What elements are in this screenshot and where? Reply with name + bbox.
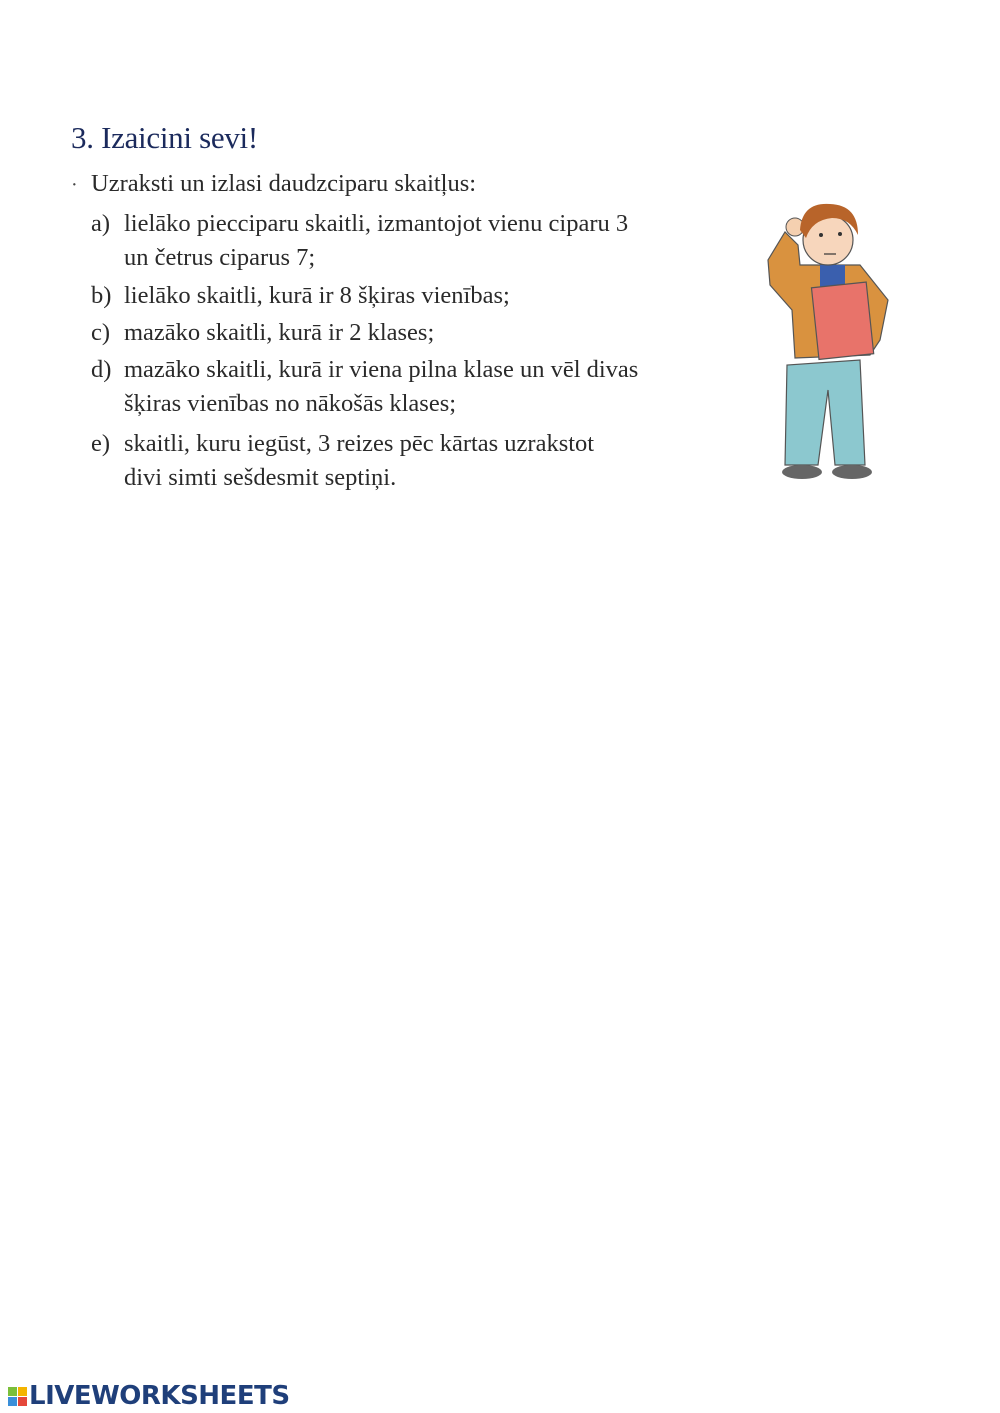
item-text: mazāko skaitli, kurā ir viena pilna klase un vēl divas: [124, 356, 639, 383]
logo-text: LIVEWORKSHEETS: [29, 1381, 290, 1411]
intro-text: Uzraksti un izlasi daudzciparu skaitļus:: [91, 170, 477, 197]
logo-block: [18, 1397, 27, 1406]
item-label: a): [91, 210, 111, 237]
exercise-title: 3. Izaicini sevi!: [71, 120, 258, 155]
boy-illustration: [740, 190, 910, 490]
item-text-cont: šķiras vienības no nākošās klases;: [124, 390, 457, 417]
item-text-cont: divi simti sešdesmit septiņi.: [124, 464, 397, 491]
bullet-icon: ·: [71, 174, 78, 196]
task-item-c: [91, 316, 711, 350]
item-label: c): [91, 319, 111, 346]
task-item-b: [91, 279, 711, 313]
item-text: skaitli, kuru iegūst, 3 reizes pēc kārtas uzrakstot: [124, 430, 595, 457]
logo-block: [8, 1397, 17, 1406]
item-label: d): [91, 356, 112, 383]
task-item-a: [91, 207, 711, 275]
liveworksheets-logo: [8, 1381, 290, 1411]
task-item-e: [91, 427, 711, 495]
logo-block: [8, 1387, 17, 1396]
logo-blocks-icon: [8, 1387, 27, 1406]
item-label: b): [91, 282, 112, 309]
logo-block: [18, 1387, 27, 1396]
exercise-intro: [71, 170, 476, 198]
item-text: lielāko skaitli, kurā ir 8 šķiras vienības;: [124, 282, 510, 309]
task-item-d: [91, 353, 711, 421]
item-text-cont: un četrus ciparus 7;: [124, 244, 316, 271]
item-text: mazāko skaitli, kurā ir 2 klases;: [124, 319, 435, 346]
item-label: e): [91, 430, 111, 457]
item-text: lielāko piecciparu skaitli, izmantojot vienu ciparu 3: [124, 210, 629, 237]
